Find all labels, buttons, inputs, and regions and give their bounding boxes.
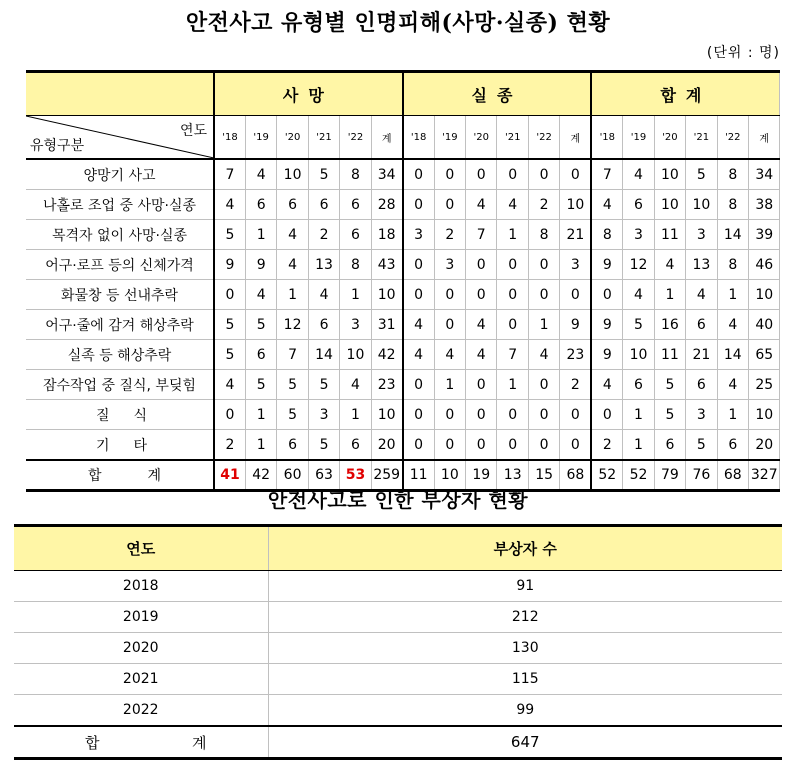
year-header: '19 bbox=[623, 116, 654, 160]
value-cell: 0 bbox=[403, 400, 434, 430]
value-cell: 0 bbox=[403, 370, 434, 400]
value-cell: 2 bbox=[214, 430, 245, 461]
value-cell: 0 bbox=[434, 400, 465, 430]
value-cell: 9 bbox=[591, 340, 622, 370]
value-cell: 0 bbox=[403, 159, 434, 190]
injury-row bbox=[14, 695, 782, 727]
value-cell: 4 bbox=[434, 340, 465, 370]
total-cell: 52 bbox=[623, 460, 654, 491]
total-label-part: 계 bbox=[192, 733, 207, 752]
value-cell: 6 bbox=[308, 310, 339, 340]
value-cell: 5 bbox=[308, 159, 339, 190]
value-cell: 4 bbox=[623, 280, 654, 310]
value-cell: 6 bbox=[245, 190, 276, 220]
value-cell: 0 bbox=[403, 430, 434, 461]
total-cell: 68 bbox=[717, 460, 748, 491]
value-cell: 9 bbox=[591, 250, 622, 280]
value-cell: 10 bbox=[654, 159, 685, 190]
value-cell: 10 bbox=[560, 190, 591, 220]
value-cell: 2 bbox=[308, 220, 339, 250]
value-cell: 0 bbox=[497, 400, 528, 430]
value-cell: 12 bbox=[277, 310, 308, 340]
row-label: 어구·로프 등의 신체가격 bbox=[26, 250, 214, 280]
value-cell: 0 bbox=[497, 280, 528, 310]
unit-label: (단위 : 명) bbox=[706, 45, 780, 61]
value-cell: 21 bbox=[686, 340, 717, 370]
value-cell: 4 bbox=[403, 340, 434, 370]
value-cell: 3 bbox=[686, 220, 717, 250]
value-cell: 4 bbox=[654, 250, 685, 280]
row-label: 양망기 사고 bbox=[26, 159, 214, 190]
value-cell: 6 bbox=[277, 430, 308, 461]
count-cell: 130 bbox=[268, 633, 782, 664]
value-cell: 3 bbox=[308, 400, 339, 430]
year-cell: 2020 bbox=[14, 633, 268, 664]
value-cell: 7 bbox=[497, 340, 528, 370]
count-cell: 212 bbox=[268, 602, 782, 633]
value-cell: 1 bbox=[497, 220, 528, 250]
value-cell: 5 bbox=[277, 370, 308, 400]
value-cell: 14 bbox=[717, 340, 748, 370]
value-cell: 13 bbox=[308, 250, 339, 280]
table-row bbox=[26, 370, 780, 400]
value-cell: 0 bbox=[591, 280, 622, 310]
year-header: '18 bbox=[214, 116, 245, 160]
value-cell: 1 bbox=[717, 400, 748, 430]
year-header: 계 bbox=[749, 116, 780, 160]
year-cell: 2018 bbox=[14, 571, 268, 602]
table-row bbox=[26, 159, 780, 190]
value-cell: 6 bbox=[245, 340, 276, 370]
value-cell: 5 bbox=[245, 310, 276, 340]
value-cell: 6 bbox=[623, 370, 654, 400]
value-cell: 0 bbox=[214, 280, 245, 310]
value-cell: 5 bbox=[245, 370, 276, 400]
value-cell: 2 bbox=[528, 190, 559, 220]
total-cell: 327 bbox=[749, 460, 780, 491]
value-cell: 8 bbox=[591, 220, 622, 250]
value-cell: 3 bbox=[340, 310, 371, 340]
corner-type-label: 유형구분 bbox=[30, 138, 85, 154]
value-cell: 4 bbox=[466, 310, 497, 340]
value-cell: 8 bbox=[340, 250, 371, 280]
value-cell: 1 bbox=[434, 370, 465, 400]
year-header: '20 bbox=[654, 116, 685, 160]
value-cell: 6 bbox=[340, 220, 371, 250]
value-cell: 10 bbox=[623, 340, 654, 370]
value-cell: 6 bbox=[686, 370, 717, 400]
header-year: 연도 bbox=[14, 526, 268, 571]
value-cell: 1 bbox=[654, 280, 685, 310]
value-cell: 4 bbox=[308, 280, 339, 310]
row-label: 잠수작업 중 질식, 부딪힘 bbox=[26, 370, 214, 400]
year-header: 계 bbox=[371, 116, 402, 160]
value-cell: 4 bbox=[214, 190, 245, 220]
injury-row bbox=[14, 633, 782, 664]
value-cell: 18 bbox=[371, 220, 402, 250]
value-cell: 4 bbox=[591, 190, 622, 220]
value-cell: 7 bbox=[277, 340, 308, 370]
count-cell: 115 bbox=[268, 664, 782, 695]
value-cell: 5 bbox=[214, 220, 245, 250]
value-cell: 1 bbox=[245, 220, 276, 250]
value-cell: 4 bbox=[403, 310, 434, 340]
value-cell: 6 bbox=[340, 430, 371, 461]
table-row bbox=[26, 280, 780, 310]
value-cell: 1 bbox=[623, 400, 654, 430]
value-cell: 0 bbox=[497, 250, 528, 280]
value-cell: 6 bbox=[686, 310, 717, 340]
value-cell: 9 bbox=[560, 310, 591, 340]
table-row bbox=[26, 340, 780, 370]
corner-header bbox=[26, 116, 214, 160]
value-cell: 4 bbox=[466, 340, 497, 370]
value-cell: 5 bbox=[686, 159, 717, 190]
value-cell: 6 bbox=[717, 430, 748, 461]
value-cell: 0 bbox=[466, 400, 497, 430]
injury-header-row bbox=[14, 526, 782, 571]
row-label-part: 타 bbox=[133, 437, 147, 454]
value-cell: 16 bbox=[654, 310, 685, 340]
value-cell: 0 bbox=[434, 280, 465, 310]
year-header: '22 bbox=[717, 116, 748, 160]
value-cell: 5 bbox=[623, 310, 654, 340]
value-cell: 5 bbox=[277, 400, 308, 430]
value-cell: 3 bbox=[623, 220, 654, 250]
value-cell: 0 bbox=[434, 310, 465, 340]
row-label: 화물창 등 선내추락 bbox=[26, 280, 214, 310]
value-cell: 0 bbox=[466, 280, 497, 310]
value-cell: 5 bbox=[308, 430, 339, 461]
injury-table bbox=[14, 524, 782, 760]
value-cell: 0 bbox=[466, 370, 497, 400]
value-cell: 0 bbox=[466, 250, 497, 280]
group-missing: 실종 bbox=[403, 72, 592, 116]
year-header: '21 bbox=[308, 116, 339, 160]
value-cell: 39 bbox=[749, 220, 780, 250]
table-row bbox=[26, 250, 780, 280]
value-cell: 6 bbox=[340, 190, 371, 220]
year-header-row bbox=[26, 116, 780, 160]
value-cell: 5 bbox=[308, 370, 339, 400]
table-row bbox=[26, 430, 780, 461]
value-cell: 1 bbox=[497, 370, 528, 400]
value-cell: 34 bbox=[749, 159, 780, 190]
year-header: '19 bbox=[245, 116, 276, 160]
value-cell: 0 bbox=[528, 250, 559, 280]
value-cell: 13 bbox=[686, 250, 717, 280]
group-header-row bbox=[26, 72, 780, 116]
total-cell: 42 bbox=[245, 460, 276, 491]
value-cell: 14 bbox=[308, 340, 339, 370]
value-cell: 20 bbox=[371, 430, 402, 461]
value-cell: 3 bbox=[560, 250, 591, 280]
row-label: 실족 등 해상추락 bbox=[26, 340, 214, 370]
value-cell: 0 bbox=[497, 159, 528, 190]
header-count: 부상자 수 bbox=[268, 526, 782, 571]
row-label: 목격자 없이 사망·실종 bbox=[26, 220, 214, 250]
injury-total-row bbox=[14, 726, 782, 759]
value-cell: 8 bbox=[717, 190, 748, 220]
value-cell: 0 bbox=[434, 190, 465, 220]
year-header: '20 bbox=[277, 116, 308, 160]
total-count: 647 bbox=[268, 726, 782, 759]
value-cell: 4 bbox=[340, 370, 371, 400]
total-label bbox=[14, 726, 268, 759]
value-cell: 0 bbox=[560, 280, 591, 310]
value-cell: 21 bbox=[560, 220, 591, 250]
year-header: '22 bbox=[340, 116, 371, 160]
row-label-part: 식 bbox=[133, 407, 147, 424]
total-cell: 11 bbox=[403, 460, 434, 491]
table-row bbox=[26, 310, 780, 340]
value-cell: 1 bbox=[245, 400, 276, 430]
row-label bbox=[26, 430, 214, 461]
value-cell: 12 bbox=[623, 250, 654, 280]
year-cell: 2022 bbox=[14, 695, 268, 727]
year-header: 계 bbox=[560, 116, 591, 160]
corner-year-label: 연도 bbox=[179, 123, 207, 139]
value-cell: 34 bbox=[371, 159, 402, 190]
value-cell: 9 bbox=[245, 250, 276, 280]
value-cell: 0 bbox=[528, 370, 559, 400]
value-cell: 4 bbox=[214, 370, 245, 400]
value-cell: 4 bbox=[277, 250, 308, 280]
row-label-part: 질 bbox=[96, 407, 110, 424]
value-cell: 43 bbox=[371, 250, 402, 280]
value-cell: 5 bbox=[686, 430, 717, 461]
value-cell: 0 bbox=[528, 280, 559, 310]
value-cell: 10 bbox=[749, 400, 780, 430]
value-cell: 23 bbox=[371, 370, 402, 400]
value-cell: 0 bbox=[497, 430, 528, 461]
row-label-part: 계 bbox=[147, 468, 161, 484]
value-cell: 65 bbox=[749, 340, 780, 370]
table-row bbox=[26, 190, 780, 220]
value-cell: 10 bbox=[371, 400, 402, 430]
value-cell: 0 bbox=[214, 400, 245, 430]
value-cell: 9 bbox=[591, 310, 622, 340]
value-cell: 2 bbox=[560, 370, 591, 400]
value-cell: 3 bbox=[686, 400, 717, 430]
value-cell: 4 bbox=[277, 220, 308, 250]
value-cell: 6 bbox=[308, 190, 339, 220]
value-cell: 4 bbox=[497, 190, 528, 220]
casualty-table bbox=[26, 70, 780, 492]
year-header: '21 bbox=[497, 116, 528, 160]
value-cell: 5 bbox=[654, 400, 685, 430]
row-label-part: 합 bbox=[88, 468, 102, 484]
total-cell: 13 bbox=[497, 460, 528, 491]
value-cell: 0 bbox=[591, 400, 622, 430]
value-cell: 14 bbox=[717, 220, 748, 250]
total-cell: 53 bbox=[340, 460, 371, 491]
year-cell: 2021 bbox=[14, 664, 268, 695]
value-cell: 1 bbox=[277, 280, 308, 310]
value-cell: 1 bbox=[528, 310, 559, 340]
value-cell: 0 bbox=[528, 159, 559, 190]
value-cell: 11 bbox=[654, 220, 685, 250]
value-cell: 5 bbox=[654, 370, 685, 400]
value-cell: 25 bbox=[749, 370, 780, 400]
row-label: 나홀로 조업 중 사망·실종 bbox=[26, 190, 214, 220]
value-cell: 28 bbox=[371, 190, 402, 220]
year-header: '22 bbox=[528, 116, 559, 160]
total-cell: 52 bbox=[591, 460, 622, 491]
total-cell: 15 bbox=[528, 460, 559, 491]
value-cell: 6 bbox=[654, 430, 685, 461]
value-cell: 2 bbox=[434, 220, 465, 250]
value-cell: 0 bbox=[497, 310, 528, 340]
value-cell: 10 bbox=[749, 280, 780, 310]
total-label-part: 합 bbox=[85, 733, 100, 752]
value-cell: 10 bbox=[371, 280, 402, 310]
value-cell: 0 bbox=[560, 400, 591, 430]
value-cell: 6 bbox=[623, 190, 654, 220]
value-cell: 4 bbox=[245, 159, 276, 190]
value-cell: 0 bbox=[403, 280, 434, 310]
year-header: '18 bbox=[591, 116, 622, 160]
value-cell: 5 bbox=[214, 310, 245, 340]
year-header: '19 bbox=[434, 116, 465, 160]
value-cell: 8 bbox=[717, 159, 748, 190]
total-cell: 79 bbox=[654, 460, 685, 491]
value-cell: 10 bbox=[654, 190, 685, 220]
value-cell: 4 bbox=[245, 280, 276, 310]
value-cell: 4 bbox=[717, 310, 748, 340]
injury-row bbox=[14, 664, 782, 695]
total-cell: 259 bbox=[371, 460, 402, 491]
value-cell: 0 bbox=[466, 430, 497, 461]
count-cell: 91 bbox=[268, 571, 782, 602]
value-cell: 3 bbox=[403, 220, 434, 250]
value-cell: 23 bbox=[560, 340, 591, 370]
value-cell: 0 bbox=[403, 250, 434, 280]
value-cell: 38 bbox=[749, 190, 780, 220]
value-cell: 7 bbox=[466, 220, 497, 250]
group-total: 합계 bbox=[591, 72, 780, 116]
value-cell: 4 bbox=[466, 190, 497, 220]
total-cell: 41 bbox=[214, 460, 245, 491]
value-cell: 1 bbox=[340, 400, 371, 430]
page-title: 안전사고 유형별 인명피해(사망·실종) 현황 bbox=[185, 10, 611, 36]
value-cell: 1 bbox=[340, 280, 371, 310]
total-cell: 19 bbox=[466, 460, 497, 491]
value-cell: 7 bbox=[214, 159, 245, 190]
value-cell: 0 bbox=[528, 430, 559, 461]
value-cell: 10 bbox=[277, 159, 308, 190]
row-label bbox=[26, 400, 214, 430]
count-cell: 99 bbox=[268, 695, 782, 727]
value-cell: 8 bbox=[528, 220, 559, 250]
group-death: 사망 bbox=[214, 72, 403, 116]
injury-row bbox=[14, 602, 782, 633]
value-cell: 1 bbox=[717, 280, 748, 310]
row-label-part: 기 bbox=[96, 437, 110, 454]
value-cell: 40 bbox=[749, 310, 780, 340]
value-cell: 31 bbox=[371, 310, 402, 340]
total-cell: 60 bbox=[277, 460, 308, 491]
table-row bbox=[26, 400, 780, 430]
year-cell: 2019 bbox=[14, 602, 268, 633]
value-cell: 0 bbox=[434, 159, 465, 190]
value-cell: 6 bbox=[277, 190, 308, 220]
corner-top-fill bbox=[26, 72, 214, 116]
value-cell: 10 bbox=[686, 190, 717, 220]
value-cell: 0 bbox=[560, 430, 591, 461]
value-cell: 4 bbox=[623, 159, 654, 190]
row-label: 어구·줄에 감겨 해상추락 bbox=[26, 310, 214, 340]
value-cell: 46 bbox=[749, 250, 780, 280]
year-header: '18 bbox=[403, 116, 434, 160]
value-cell: 8 bbox=[340, 159, 371, 190]
value-cell: 7 bbox=[591, 159, 622, 190]
value-cell: 2 bbox=[591, 430, 622, 461]
value-cell: 4 bbox=[591, 370, 622, 400]
total-cell: 68 bbox=[560, 460, 591, 491]
value-cell: 0 bbox=[403, 190, 434, 220]
value-cell: 1 bbox=[245, 430, 276, 461]
value-cell: 10 bbox=[340, 340, 371, 370]
value-cell: 4 bbox=[686, 280, 717, 310]
value-cell: 0 bbox=[466, 159, 497, 190]
total-cell: 10 bbox=[434, 460, 465, 491]
value-cell: 4 bbox=[528, 340, 559, 370]
value-cell: 0 bbox=[434, 430, 465, 461]
table-row bbox=[26, 220, 780, 250]
value-cell: 3 bbox=[434, 250, 465, 280]
section-title: 안전사고로 인한 부상자 현황 bbox=[267, 488, 529, 512]
value-cell: 5 bbox=[214, 340, 245, 370]
value-cell: 4 bbox=[717, 370, 748, 400]
value-cell: 9 bbox=[214, 250, 245, 280]
value-cell: 42 bbox=[371, 340, 402, 370]
total-cell: 76 bbox=[686, 460, 717, 491]
injury-row bbox=[14, 571, 782, 602]
value-cell: 0 bbox=[528, 400, 559, 430]
value-cell: 8 bbox=[717, 250, 748, 280]
value-cell: 1 bbox=[623, 430, 654, 461]
value-cell: 11 bbox=[654, 340, 685, 370]
value-cell: 0 bbox=[560, 159, 591, 190]
value-cell: 20 bbox=[749, 430, 780, 461]
year-header: '21 bbox=[686, 116, 717, 160]
total-cell: 63 bbox=[308, 460, 339, 491]
year-header: '20 bbox=[466, 116, 497, 160]
